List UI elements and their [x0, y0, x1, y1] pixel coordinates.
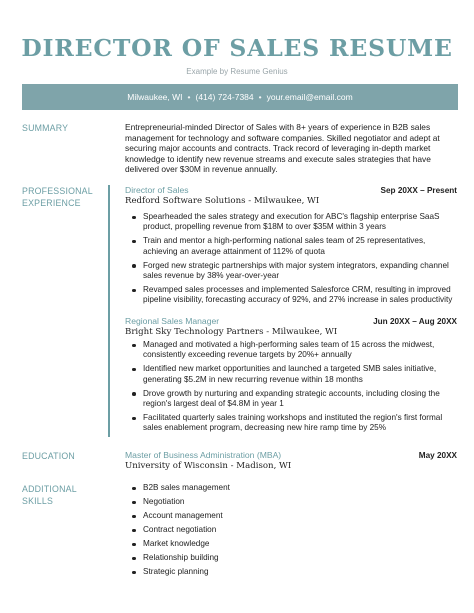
resume-title: DIRECTOR OF SALES RESUME — [21, 34, 453, 62]
education-header — [125, 450, 457, 472]
list-item: Facilitated quarterly sales training workshops and instituted the region's first formal sales enablement program, decreasing new hire ramp time by 25% — [125, 413, 457, 433]
list-item: Strategic planning — [125, 567, 457, 577]
summary-label: SUMMARY — [22, 123, 69, 133]
list-item: Relationship building — [125, 553, 457, 563]
job-bullets — [125, 340, 457, 434]
list-item: Market knowledge — [125, 539, 457, 549]
contact-email[interactable]: your.email@email.com — [266, 92, 353, 102]
skills-label: ADDITIONAL SKILLS — [22, 484, 77, 506]
summary-text: Entrepreneurial-minded Director of Sales with 8+ years of experience in B2B sales management for technology and software companies. Skilled negotiator and adept at securing major accounts and contracts. Track record of leveraging in-depth market knowledge to identify new revenue streams and execute sales strategies that have delivered over $30M in revenue annually. — [125, 122, 440, 174]
contact-phone[interactable]: (414) 724-7384 — [195, 92, 254, 102]
list-item: B2B sales management — [125, 483, 457, 493]
list-item: Managed and motivated a high-performing sales team of 15 across the midwest, consistently exceeding revenue targets by 20%+ annually — [125, 340, 457, 360]
list-item: Drove growth by nurturing and expanding strategic accounts, including closing the region's largest deal of $4.8M in year 1 — [125, 389, 457, 409]
job-bullets — [125, 212, 457, 306]
job-company: Redford Software Solutions - Milwaukee, WI — [125, 196, 320, 206]
education-label: EDUCATION — [22, 451, 75, 461]
contact-bar — [22, 84, 458, 110]
list-item: Train and mentor a high-performing national sales team of 25 representatives, achieving an average attainment of 112% of quota — [125, 236, 457, 256]
list-item: Forged new strategic partnerships with major system integrators, expanding channel sales revenue by 38% year-over-year — [125, 261, 457, 281]
job-dates: Sep 20XX – Present — [380, 186, 457, 195]
list-item: Identified new market opportunities and launched a targeted SMB sales initiative, generating $5.2M in new recurring revenue within 18 months — [125, 364, 457, 384]
education-date: May 20XX — [418, 451, 457, 460]
job-role: Regional Sales Manager — [125, 316, 220, 326]
skills-list — [125, 483, 457, 577]
contact-separator: • — [258, 92, 262, 102]
experience-divider — [108, 185, 110, 437]
list-item: Spearheaded the sales strategy and execution for ABC's flagship enterprise SaaS product, propelling revenue from $18M to over $35M within 3 years — [125, 212, 457, 232]
education-school: University of Wisconsin - Madison, WI — [125, 461, 292, 471]
job-header — [125, 316, 457, 338]
job-dates: Jun 20XX – Aug 20XX — [373, 317, 457, 326]
contact-location: Milwaukee, WI — [127, 92, 183, 102]
job-header — [125, 185, 457, 207]
experience-label: PROFESSIONAL EXPERIENCE — [22, 186, 93, 208]
list-item: Account management — [125, 511, 457, 521]
contact-separator: • — [187, 92, 191, 102]
job-company: Bright Sky Technology Partners - Milwaukee, WI — [125, 327, 338, 337]
list-item: Negotiation — [125, 497, 457, 507]
list-item: Contract negotiation — [125, 525, 457, 535]
education-degree: Master of Business Administration (MBA) — [125, 450, 282, 460]
list-item: Revamped sales processes and implemented Salesforce CRM, resulting in improved pipeline visibility, forecasting accuracy of 92%, and 27% increase in sales productivity — [125, 285, 457, 305]
resume-subtitle: Example by Resume Genius — [186, 67, 288, 76]
job-role: Director of Sales — [125, 185, 189, 195]
